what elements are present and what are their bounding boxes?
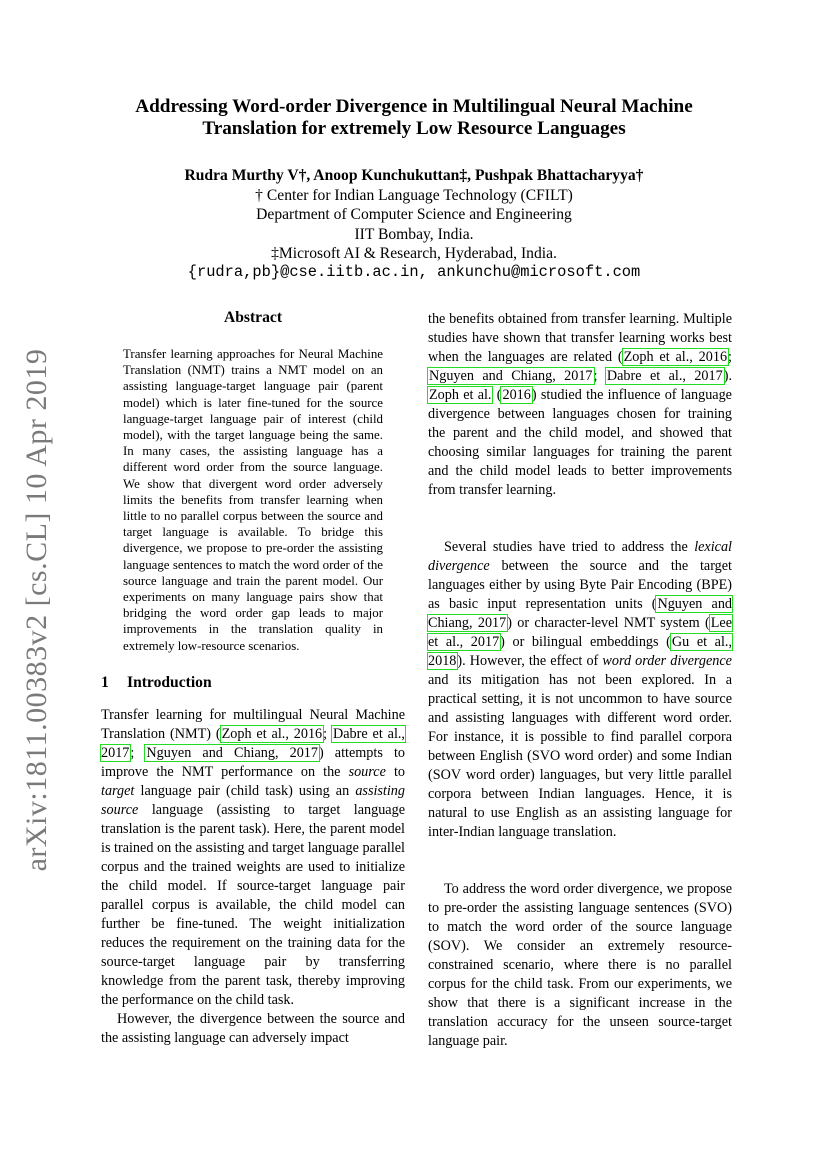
affiliation-1: † Center for Indian Language Technology (CFILT) bbox=[255, 187, 573, 204]
citation-link[interactable]: Lee et al., 2017 bbox=[428, 615, 733, 650]
left-column bbox=[101, 308, 405, 1048]
citation-link[interactable]: Zoph et al., 2016 bbox=[623, 349, 728, 365]
citation-link[interactable]: Dabre et al., 2017 bbox=[101, 725, 405, 761]
citation-link[interactable]: Dabre et al., 2017 bbox=[606, 368, 723, 384]
author-list: Rudra Murthy V†, Anoop Kunchukuttan‡, Pushpak Bhattacharyya† bbox=[184, 167, 644, 184]
section-title: Introduction bbox=[127, 673, 212, 691]
arxiv-stamp: arXiv:1811.00383v2 [cs.CL] 10 Apr 2019 bbox=[20, 348, 53, 872]
title-line-1: Addressing Word-order Divergence in Multilingual Neural Machine bbox=[135, 96, 693, 117]
citation-link[interactable]: Zoph et al. bbox=[429, 387, 492, 403]
section-heading bbox=[101, 674, 405, 692]
right-column bbox=[428, 310, 732, 1051]
section-number: 1 bbox=[101, 673, 109, 691]
abstract-heading: Abstract bbox=[223, 309, 283, 326]
author-emails: {rudra,pb}@cse.iitb.ac.in, ankunchu@microsoft.com bbox=[187, 263, 641, 282]
intro-paragraph-2: However, the divergence between the source and the assisting language can adversely impact bbox=[101, 1010, 405, 1046]
abstract-text: Transfer learning approaches for Neural Machine Translation (NMT) trains a NMT model on an assisting language-target language pair (parent model) which is later fine-tuned for the source language-target language pair of interest (child model), with the target language being the same. In many cases, the assisting language has a different word order from the source language. We show that divergent word order adversely limits the benefits from transfer learning when little to no parallel corpus between the source and target language is available. To bridge this divergence, we propose to pre-order the assisting language sentences to match the word order of the source language and train the parent model. Our experiments on many language pairs show that bridging the word order gap leads to major improvements in the translation quality in extremely low-resource scenarios. bbox=[123, 347, 383, 653]
paper-header bbox=[60, 96, 768, 282]
intro-paragraph-1: Transfer learning for multilingual Neural Machine Translation (NMT) (Zoph et al., 2016; Dabre et al., 2017; Nguyen and Chiang, 2017) attempts to improve the NMT performance on the source to target language pair (child task) using an assisting source language (assisting to target language translation is the parent task). Here, the parent model is trained on the assisting and target language parallel corpus and the trained weights are used to initialize the child model. If source-target language pair parallel corpus is available, the child model can further be fine-tuned. The weight initialization reduces the requirement on the training data for the source-target language pair by transferring knowledge from the parent task, thereby improving the performance on the child task. bbox=[101, 706, 405, 1008]
affiliation-4: ‡Microsoft AI & Research, Hyderabad, India. bbox=[271, 244, 557, 262]
intro-paragraph-3: the benefits obtained from transfer learning. Multiple studies have shown that transfer learning works best when the languages are related (Zoph et al., 2016; Nguyen and Chiang, 2017; Dabre et al., 2017). Zoph et al. (2016) studied the influence of language divergence between languages chosen for training the parent and the child model, and showed that choosing similar languages for training the parent and the child model leads to better improvements from transfer learning. bbox=[428, 311, 732, 498]
citation-link[interactable]: 2016 bbox=[502, 387, 531, 403]
intro-paragraph-4: Several studies have tried to address the lexical divergence between the source and the target languages either by using Byte Pair Encoding (BPE) as basic input representation units (Nguyen and Chiang, 2017) or character-level NMT system (Lee et al., 2017) or bilingual embeddings (Gu et al., 2018). However, the effect of word order divergence and its mitigation has not been explored. In a practical setting, it is not uncommon to have source and assisting languages with different word order. For instance, it is possible to find parallel corpora between English (SVO word order) and some Indian (SOV word order) languages, but very little parallel corpora between Indian languages. Hence, it is natural to use English as an assisting language for inter-Indian language translation. bbox=[428, 539, 733, 840]
citation-link[interactable]: Gu et al., 2018 bbox=[428, 634, 732, 669]
citation-link[interactable]: Nguyen and Chiang, 2017 bbox=[146, 744, 318, 761]
intro-paragraph-5: To address the word order divergence, we propose to pre-order the assisting language sentences (SVO) to match the word order of the source language (SOV). We consider an extremely resource-constrained scenario, where there is no parallel corpus for the child task. From our experiments, we show that there is a significant increase in the translation accuracy for the unseen source-target language pair. bbox=[428, 881, 732, 1049]
title-line-2: Translation for extremely Low Resource Languages bbox=[202, 118, 626, 139]
affiliation-2: Department of Computer Science and Engineering bbox=[256, 206, 572, 224]
affiliation-3: IIT Bombay, India. bbox=[354, 225, 474, 243]
citation-link[interactable]: Zoph et al., 2016 bbox=[221, 725, 323, 742]
paper-title bbox=[60, 96, 768, 140]
citation-link[interactable]: Nguyen and Chiang, 2017 bbox=[428, 596, 733, 631]
citation-link[interactable]: Nguyen and Chiang, 2017 bbox=[429, 368, 593, 384]
